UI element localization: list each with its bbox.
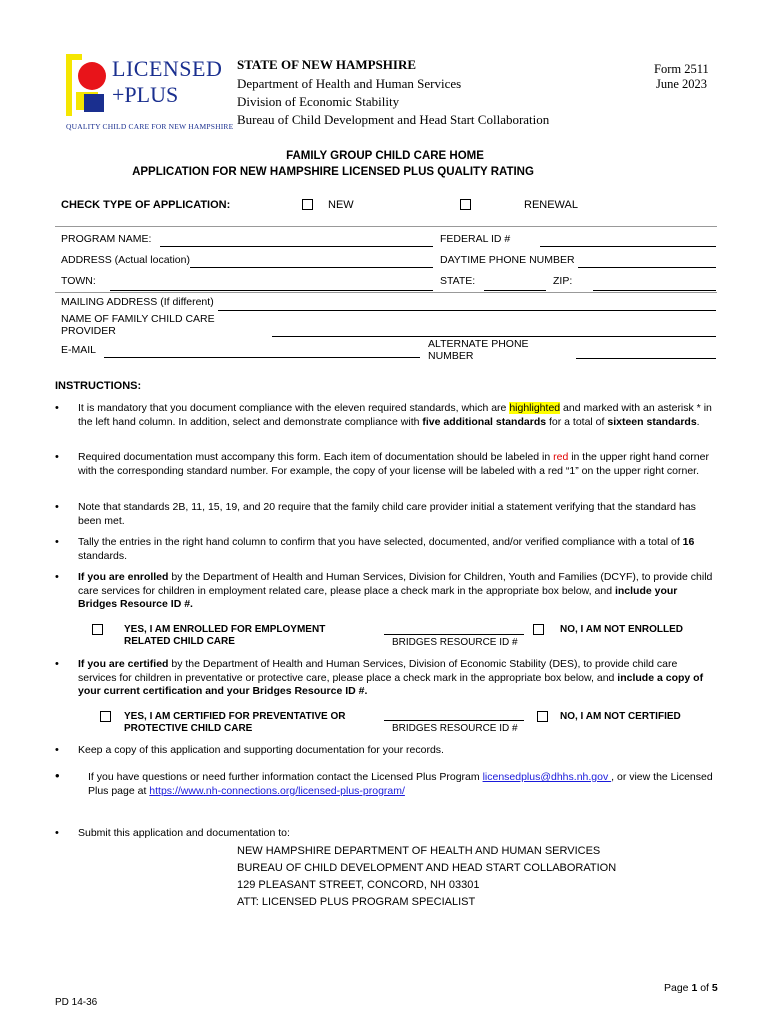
daytime-phone-field[interactable] xyxy=(578,267,716,268)
instruction-6: If you are certified by the Department of Health and Human Services, Division of Economic Stability (DES), to provide child care services for children in preventative or protective care, please place a check mark in the appropriate box below, and include a copy of your current certification and your Bridges Resource ID #. xyxy=(78,658,704,697)
logo-tagline: QUALITY CHILD CARE FOR NEW HAMPSHIRE xyxy=(66,122,234,131)
address-line-2: BUREAU OF CHILD DEVELOPMENT AND HEAD START COLLABORATION xyxy=(237,862,617,874)
provider-name-label-2: PROVIDER xyxy=(61,325,116,337)
enrolled-bridges-label: BRIDGES RESOURCE ID # xyxy=(392,637,518,648)
federal-id-label: FEDERAL ID # xyxy=(440,233,511,245)
address-line-3: 129 PLEASANT STREET, CONCORD, NH 03301 xyxy=(237,879,480,891)
email-label: E-MAIL xyxy=(61,344,97,356)
bullet-dot: • xyxy=(55,658,59,670)
fields-mid-rule xyxy=(55,292,717,293)
instruction-3: Note that standards 2B, 11, 15, 19, and 20 require that the family child care provider initial a statement verifying that the standard has been met. xyxy=(78,501,696,527)
enrolled-yes-checkbox[interactable] xyxy=(92,624,103,635)
federal-id-field[interactable] xyxy=(540,246,716,247)
bullet-dot: • xyxy=(55,402,59,414)
form-number: Form 2511 xyxy=(654,62,709,76)
certified-bridges-id-field[interactable] xyxy=(384,720,524,721)
provider-name-field[interactable] xyxy=(272,336,716,337)
header-state: STATE OF NEW HAMPSHIRE xyxy=(237,57,417,72)
certified-yes-label-2: PROTECTIVE CHILD CARE xyxy=(124,723,253,734)
program-name-label: PROGRAM NAME: xyxy=(61,233,152,245)
header-dept: Department of Health and Human Services xyxy=(237,76,462,91)
highlighted-word: highlighted xyxy=(509,402,561,414)
town-label: TOWN: xyxy=(61,275,96,287)
address-line-1: NEW HAMPSHIRE DEPARTMENT OF HEALTH AND HUMAN SERVICES xyxy=(237,845,601,857)
renewal-label: RENEWAL xyxy=(524,199,578,211)
form-code: PD 14-36 xyxy=(55,997,98,1008)
page-number: Page 1 of 5 xyxy=(664,982,718,994)
logo-word-plus: +PLUS xyxy=(112,82,179,107)
state-field[interactable] xyxy=(484,290,546,291)
bullet-dot: • xyxy=(55,768,60,783)
bullet-dot: • xyxy=(55,744,59,756)
daytime-phone-label: DAYTIME PHONE NUMBER xyxy=(440,254,575,266)
certified-yes-label-1: YES, I AM CERTIFIED FOR PREVENTATIVE OR xyxy=(124,711,346,722)
bullet-dot: • xyxy=(55,536,59,548)
program-name-field[interactable] xyxy=(160,246,433,247)
alt-phone-label-2: NUMBER xyxy=(428,350,474,362)
header-bureau: Bureau of Child Development and Head Start Collaboration xyxy=(237,112,550,127)
zip-field[interactable] xyxy=(593,290,716,291)
application-type-label: CHECK TYPE OF APPLICATION: xyxy=(61,199,231,211)
instruction-9: Submit this application and documentation to: xyxy=(78,827,290,839)
enrolled-yes-label-2: RELATED CHILD CARE xyxy=(124,636,235,647)
address-label: ADDRESS (Actual location) xyxy=(61,254,190,266)
zip-label: ZIP: xyxy=(553,275,573,287)
form-date: June 2023 xyxy=(656,77,708,91)
address-line-4: ATT: LICENSED PLUS PROGRAM SPECIALIST xyxy=(237,896,476,908)
state-label: STATE: xyxy=(440,275,476,287)
logo-word-licensed: LICENSED xyxy=(112,56,223,81)
instruction-2: Required documentation must accompany this form. Each item of documentation should be labeled in red in the upper right hand corner with the corresponding standard number. For example, the copy of your license will be labeled with a red “1” on the upper right corner. xyxy=(78,451,709,477)
enrolled-no-label: NO, I AM NOT ENROLLED xyxy=(560,624,683,635)
alt-phone-label-1: ALTERNATE PHONE xyxy=(428,338,529,350)
instruction-5: If you are enrolled by the Department of Health and Human Services, Division for Children, Youth and Families (DCYF), to provide child care services for children in employment related care, please place a check mark in the appropriate box below, and include your Bridges Resource ID #. xyxy=(78,571,713,610)
header-division: Division of Economic Stability xyxy=(237,94,400,109)
bullet-dot: • xyxy=(55,451,59,463)
renewal-checkbox[interactable] xyxy=(460,199,471,210)
bullet-dot: • xyxy=(55,501,59,513)
instruction-8: If you have questions or need further information contact the Licensed Plus Program licensedplus@dhhs.nh.gov , or view the Licensed Plus page at https://www.nh-connections.org/licensed-plus-program/ xyxy=(88,771,713,797)
instruction-4: Tally the entries in the right hand column to confirm that you have selected, documented, and/or verified compliance with a total of 16 standards. xyxy=(78,536,695,562)
instruction-1: It is mandatory that you document compliance with the eleven required standards, which are highlighted and marked with an asterisk * in the left hand column. In addition, select and demonstrate compliance with five additional standards for a total of sixteen standards. xyxy=(78,402,712,428)
mailing-address-block xyxy=(237,843,616,911)
red-word: red xyxy=(553,451,569,463)
certified-no-label: NO, I AM NOT CERTIFIED xyxy=(560,711,681,722)
form-subtitle: APPLICATION FOR NEW HAMPSHIRE LICENSED PLUS QUALITY RATING xyxy=(132,166,534,178)
provider-name-label-1: NAME OF FAMILY CHILD CARE xyxy=(61,313,215,325)
fields-top-rule xyxy=(55,226,717,227)
new-label: NEW xyxy=(328,199,354,211)
address-field[interactable] xyxy=(190,267,433,268)
new-checkbox[interactable] xyxy=(302,199,313,210)
bullet-dot: • xyxy=(55,571,59,583)
form-title: FAMILY GROUP CHILD CARE HOME xyxy=(286,150,484,162)
licensed-plus-email-link[interactable]: licensedplus@dhhs.nh.gov xyxy=(482,771,612,783)
licensed-plus-page-link[interactable]: https://www.nh-connections.org/licensed-plus-program/ xyxy=(149,784,405,797)
enrolled-bridges-id-field[interactable] xyxy=(384,634,524,635)
email-field[interactable] xyxy=(104,357,420,358)
enrolled-no-checkbox[interactable] xyxy=(533,624,544,635)
bullet-dot: • xyxy=(55,827,59,839)
mailing-address-field[interactable] xyxy=(218,310,716,311)
instruction-7: Keep a copy of this application and supporting documentation for your records. xyxy=(78,744,444,756)
mailing-address-label: MAILING ADDRESS (If different) xyxy=(61,296,214,308)
certified-bridges-label: BRIDGES RESOURCE ID # xyxy=(392,723,518,734)
alt-phone-field[interactable] xyxy=(576,358,716,359)
certified-yes-checkbox[interactable] xyxy=(100,711,111,722)
instructions-heading: INSTRUCTIONS: xyxy=(55,380,142,392)
certified-no-checkbox[interactable] xyxy=(537,711,548,722)
enrolled-yes-label-1: YES, I AM ENROLLED FOR EMPLOYMENT xyxy=(124,624,326,635)
town-field[interactable] xyxy=(110,290,433,291)
licensed-plus-logo xyxy=(62,52,234,137)
